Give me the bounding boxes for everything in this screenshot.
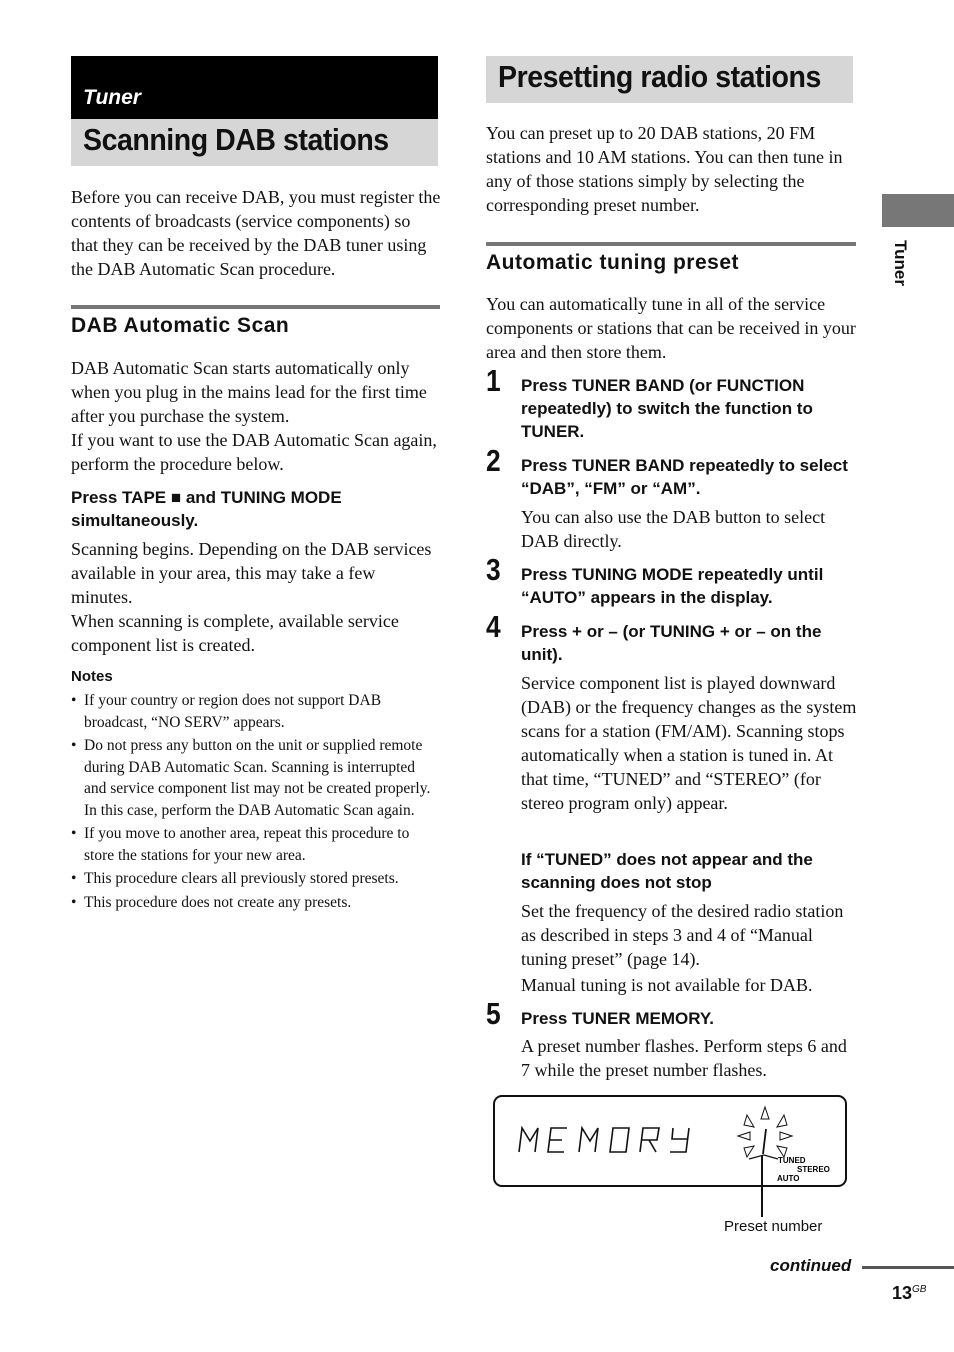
sub-heading: If “TUNED” does not appear and the scanning does not stop	[521, 850, 813, 892]
tuned-indicator: TUNED	[778, 1156, 806, 1165]
step-detail: You can also use the DAB button to select DAB directly.	[521, 507, 826, 551]
sub-paragraph	[521, 899, 857, 997]
dab-paragraph-1: DAB Automatic Scan starts automatically only when you plug in the mains lead for the first time after you purchase the system.	[71, 358, 427, 426]
scan-paragraph-1: Scanning begins. Depending on the DAB services available in your area, this may take a few minutes.	[71, 539, 432, 607]
step-number: 5	[486, 996, 501, 1031]
notes-list	[71, 690, 441, 915]
sub-paragraph-1: Set the frequency of the desired radio station as described in steps 3 and 4 of “Manual tuning preset” (page 14).	[521, 901, 844, 969]
display-caption: Preset number	[724, 1218, 823, 1235]
dab-paragraph	[71, 356, 441, 476]
page-title: Scanning DAB stations	[83, 122, 389, 157]
auto-indicator: AUTO	[777, 1174, 800, 1183]
section-rule-right	[486, 242, 856, 246]
auto-heading: Automatic tuning preset	[486, 251, 740, 274]
dab-paragraph-2: If you want to use the DAB Automatic Scan again, perform the procedure below.	[71, 430, 437, 474]
presetting-intro: You can preset up to 20 DAB stations, 20 FM stations and 10 AM stations. You can then tune in any of those stations simply by selecting the corresponding preset number.	[486, 123, 843, 215]
instruction	[71, 486, 441, 532]
note-item: • If your country or region does not support DAB broadcast, “NO SERV” appears.	[71, 692, 382, 731]
note-item: • If you move to another area, repeat this procedure to store the stations for your new area.	[71, 825, 410, 864]
stereo-indicator: STEREO	[797, 1165, 830, 1174]
auto-intro: You can automatically tune in all of the service components or stations that can be received in your area and then store them.	[486, 294, 856, 362]
notes-title: Notes	[71, 668, 113, 685]
memory-segment-text	[519, 1128, 689, 1152]
note-item: • Do not press any button on the unit or supplied remote during DAB Automatic Scan. Scanning is interrupted and service component list may not be created properly. In this case, perform the DAB Automatic Scan again.	[71, 737, 431, 819]
step-text: Press TUNER BAND (or FUNCTION repeatedly) to switch the function to TUNER.	[521, 376, 813, 441]
step-text: Press TUNING MODE repeatedly until “AUTO” appears in the display.	[521, 565, 824, 607]
scan-paragraph	[71, 537, 441, 657]
section-rule	[71, 305, 440, 309]
step-text: Press TUNER BAND repeatedly to select “DAB”, “FM” or “AM”.	[521, 456, 848, 498]
instruction-line-1: Press TAPE ■ and TUNING MODE	[71, 488, 342, 507]
callout-line	[761, 1155, 763, 1217]
continued-label: continued	[770, 1256, 852, 1275]
step-number: 1	[486, 363, 501, 398]
side-tab	[882, 194, 954, 227]
dab-heading: DAB Automatic Scan	[71, 314, 290, 337]
footer-rule	[862, 1266, 954, 1269]
display-illustration	[493, 1095, 847, 1187]
step-number: 2	[486, 443, 501, 478]
display-graphics	[495, 1097, 844, 1184]
note-item: • This procedure does not create any presets.	[71, 893, 352, 911]
step-detail: Service component list is played downward (DAB) or the frequency changes as the system scans for a station (FM/AM). Scanning stops automatically when a station is tuned in. At that time, “TUNED” and “STEREO” (for stereo program only) appear.	[521, 673, 857, 813]
page-title-right: Presetting radio stations	[498, 59, 821, 94]
instruction-line-2: simultaneously.	[71, 511, 199, 530]
scan-paragraph-2: When scanning is complete, available service component list is created.	[71, 611, 399, 655]
step-detail: A preset number flashes. Perform steps 6 and 7 while the preset number flashes.	[521, 1036, 847, 1080]
step-number: 4	[486, 609, 501, 644]
side-tab-label: Tuner	[891, 240, 910, 286]
step-text: Press TUNER MEMORY.	[521, 1009, 715, 1028]
step-number: 3	[486, 552, 501, 587]
sub-paragraph-2: Manual tuning is not available for DAB.	[521, 975, 813, 995]
intro-paragraph: Before you can receive DAB, you must register the contents of broadcasts (service components) so that they can be received by the DAB tuner using the DAB Automatic Scan procedure.	[71, 187, 441, 279]
note-item: • This procedure clears all previously stored presets.	[71, 870, 399, 887]
step-text: Press + or – (or TUNING + or – on the unit).	[521, 622, 822, 664]
section-label: Tuner	[83, 86, 141, 109]
preset-digit-flash	[738, 1107, 792, 1157]
page-number: $13^{GB}$	[892, 1283, 927, 1303]
